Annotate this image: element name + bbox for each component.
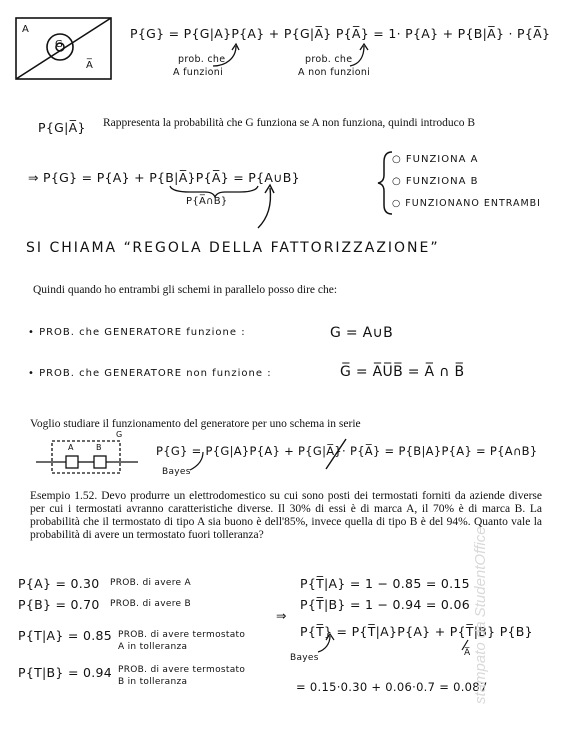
note-a-fails-2: A non funzioni: [298, 67, 371, 78]
bullet-generator-works: • PROB. che GENERATORE funzione :: [28, 327, 246, 338]
symbol-g-given-not-a: P{G|A̅}: [38, 120, 86, 135]
solution-result: = 0.15·0.30 + 0.06·0.7 = 0.087: [296, 680, 488, 694]
case-both-work: ○ FUNZIONANO ENTRAMBI: [392, 198, 541, 209]
solution-line-2: P{T̅|B} = 1 − 0.94 = 0.06: [300, 597, 470, 612]
note-a-works-2: A funzioni: [173, 67, 224, 78]
formula-union: ⇒ P{G} = P{A} + P{B|A̅}P{A̅} = P{A∪B}: [28, 170, 300, 185]
parallel-diagram: [16, 18, 111, 79]
text-introduce-b: Rappresenta la probabilità che G funziona se A non funziona, quindi introduco B: [103, 117, 476, 129]
rule-title: SI CHIAMA “REGOLA DELLA FATTORIZZAZIONE”: [26, 240, 440, 256]
given-p-b: P{B} = 0.70: [18, 597, 100, 612]
cases-brace: [378, 152, 392, 214]
solution-arrow: ⇒: [276, 608, 287, 623]
solution-line-3: P{T̅} = P{T̅|A}P{A} + P{T̅|B} P{B}: [300, 624, 533, 639]
given-p-b-note: PROB. di avere B: [110, 599, 191, 609]
given-p-t-a-note-2: A in tolleranza: [118, 642, 188, 652]
formula-g-union: G = A∪B: [330, 325, 394, 341]
series-intro: Voglio studiare il funzionamento del generatore per uno schema in serie: [30, 418, 361, 430]
formula-not-g: G̅ = A̅U̅B̅ = A̅ ∩ B̅: [340, 364, 465, 380]
given-p-t-b-note-2: B in tolleranza: [118, 677, 188, 687]
series-box-a-label: A: [68, 443, 74, 452]
watermark: stampato da StudentOffice: [472, 526, 489, 704]
diagram-label-g: G: [55, 39, 64, 50]
case-a-works: ○ FUNZIONA A: [392, 154, 479, 165]
formula-series: P{G} = P{G|A}P{A} + P{G|A̅}· P{A̅} = P{B|A}P{A} = P{A∩B}: [156, 444, 538, 458]
given-p-a: P{A} = 0.30: [18, 576, 100, 591]
given-p-a-note: PROB. di avere A: [110, 578, 191, 588]
underbrace-label: P{A̅∩B}: [186, 196, 228, 207]
parallel-intro: Quindi quando ho entrambi gli schemi in parallelo posso dire che:: [33, 284, 338, 296]
case-b-works: ○ FUNZIONA B: [392, 176, 479, 187]
example-text: Esempio 1.52. Devo produrre un elettrodomestico su cui sono posti dei termostati forniti da aziende diverse per cui i termostati avranno caratteristiche diverse. Il 30% di essi è di marca A, il 70% è di marca B. La probabilità che il termostato di tipo A sia buono è dell'85%, invece quella di tipo B è del 94%. Quanto vale la probabilità di avere un termostato fuori tolleranza?: [30, 490, 542, 541]
arrow-to-union: [258, 188, 271, 228]
diagram-label-a: A: [22, 24, 30, 35]
given-p-t-a: P{T|A} = 0.85: [18, 628, 112, 643]
given-p-t-b: P{T|B} = 0.94: [18, 665, 113, 680]
solution-bayes-note: Bayes: [290, 653, 319, 663]
bullet-generator-fails: • PROB. che GENERATORE non funzione :: [28, 368, 272, 379]
series-circuit: [36, 441, 138, 473]
given-p-t-b-note-1: PROB. di avere termostato: [118, 665, 246, 675]
given-p-t-a-note-1: PROB. di avere termostato: [118, 630, 246, 640]
series-box-b-label: B: [96, 443, 102, 452]
series-bayes-note: Bayes: [162, 467, 191, 477]
formula-factorization: P{G} = P{G|A}P{A} + P{G|A̅} P{A̅} = 1· P{A} + P{B|A̅} · P{A̅}: [130, 26, 551, 41]
note-a-fails-1: prob. che: [305, 54, 353, 65]
solution-line-1: P{T̅|A} = 1 − 0.85 = 0.15: [300, 576, 470, 591]
series-g-label: G: [116, 430, 123, 439]
diagram-label-not-a: A̅: [86, 60, 94, 71]
note-a-works-1: prob. che: [178, 54, 226, 65]
solution-a-bar: A̅: [464, 648, 471, 658]
